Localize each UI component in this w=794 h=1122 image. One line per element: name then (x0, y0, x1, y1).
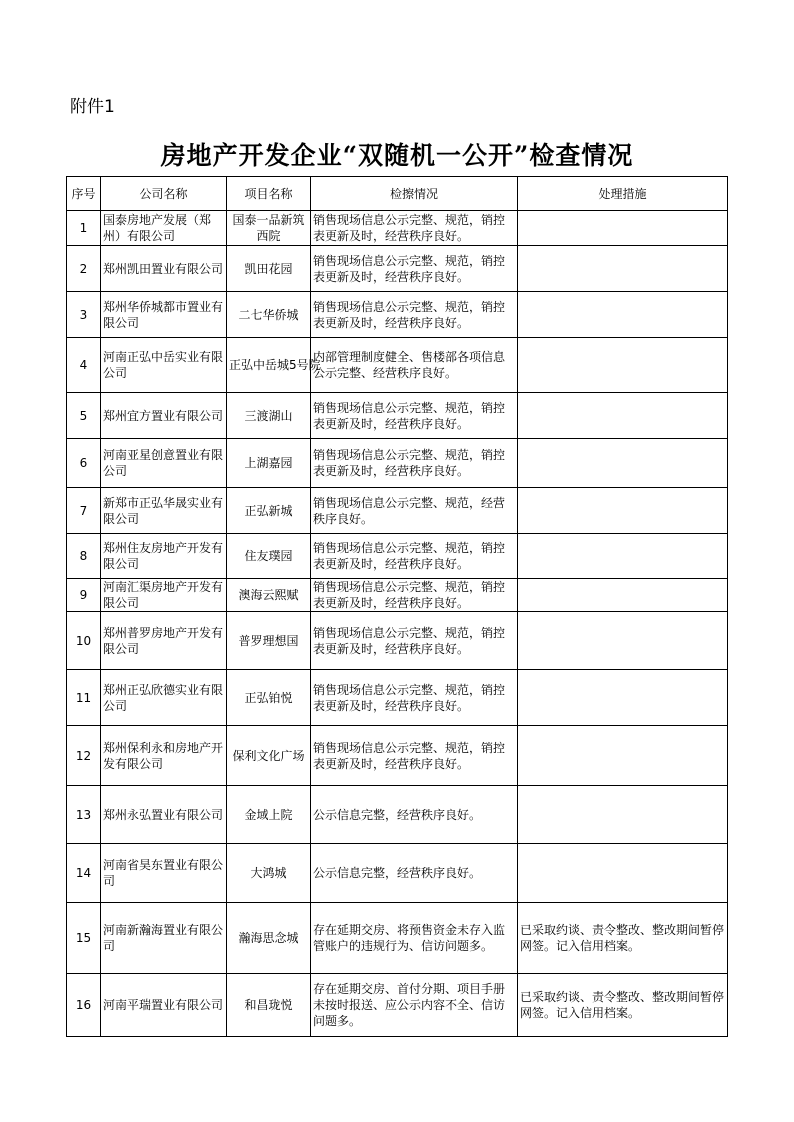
table-header-row (67, 177, 728, 211)
check-result-text: 内部管理制度健全、售楼部各项信息公示完整、经营秩序良好。 (313, 350, 506, 380)
measure: 已采取约谈、责令整改、整改期间暂停网签。记入信用档案。 (518, 974, 728, 1037)
check-result (311, 579, 518, 612)
row-number: 16 (67, 974, 101, 1037)
measure (518, 726, 728, 786)
project-name: 大鸿城 (227, 844, 311, 903)
table-row (67, 338, 728, 393)
check-result-text: 销售现场信息公示完整、规范，销控表更新及时，经营秩序良好。 (313, 682, 506, 713)
company-name (101, 393, 227, 439)
company-name (101, 612, 227, 670)
company-name (101, 488, 227, 534)
company-name-text: 河南平瑞置业有限公司 (103, 998, 224, 1012)
measure (518, 393, 728, 439)
project-name: 二七华侨城 (227, 292, 311, 338)
company-name (101, 579, 227, 612)
company-name (101, 726, 227, 786)
check-result (311, 211, 518, 246)
project-name: 正弘铂悦 (227, 670, 311, 726)
check-result (311, 844, 518, 903)
table-row (67, 670, 728, 726)
check-result (311, 726, 518, 786)
page-title: 房地产开发企业“双随机一公开”检查情况 (160, 141, 634, 170)
measure (518, 439, 728, 488)
project-name: 凯田花园 (227, 246, 311, 292)
project-name: 三渡湖山 (227, 393, 311, 439)
row-number: 15 (67, 903, 101, 974)
check-result (311, 246, 518, 292)
check-result (311, 439, 518, 488)
check-result-text: 存在延期交房、将预售资金未存入监管账户的违规行为、信访问题多。 (313, 923, 506, 953)
measure (518, 338, 728, 393)
check-result-text: 销售现场信息公示完整、规范，销控表更新及时，经营秩序良好。 (313, 213, 506, 243)
check-result-text: 销售现场信息公示完整、规范，销控表更新及时，经营秩序良好。 (313, 299, 506, 330)
company-name-text: 河南亚星创意置业有限公司 (103, 448, 224, 478)
table-row (67, 246, 728, 292)
company-name-text: 河南新瀚海置业有限公司 (103, 923, 224, 953)
table-row (67, 534, 728, 579)
check-result (311, 612, 518, 670)
check-result-text: 销售现场信息公示完整、规范，销控表更新及时，经营秩序良好。 (313, 400, 506, 431)
table-row (67, 612, 728, 670)
table-row (67, 844, 728, 903)
project-name: 金域上院 (227, 786, 311, 844)
check-result (311, 786, 518, 844)
check-result-text: 销售现场信息公示完整、规范，销控表更新及时，经营秩序良好。 (313, 253, 506, 284)
check-result-text: 销售现场信息公示完整、规范，销控表更新及时，经营秩序良好。 (313, 448, 506, 478)
company-name-text: 郑州宜方置业有限公司 (103, 408, 224, 423)
project-name: 普罗理想国 (227, 612, 311, 670)
company-name (101, 292, 227, 338)
inspection-table (66, 176, 728, 1037)
project-name: 正弘新城 (227, 488, 311, 534)
project-name: 和昌珑悦 (227, 974, 311, 1037)
company-name-text: 河南正弘中岳实业有限公司 (103, 350, 224, 380)
company-name-text: 河南汇渠房地产开发有限公司 (103, 580, 224, 610)
check-result (311, 670, 518, 726)
measure (518, 488, 728, 534)
header-measure: 处理措施 (518, 177, 728, 211)
project-name: 国泰一品新筑西院 (227, 211, 311, 246)
check-result-text: 存在延期交房、首付分期、项目手册未按时报送、应公示内容不全、信访问题多。 (313, 982, 506, 1028)
company-name-text: 郑州正弘欣德实业有限公司 (103, 682, 224, 713)
table-row (67, 903, 728, 974)
company-name (101, 903, 227, 974)
table-row (67, 211, 728, 246)
check-result-text: 公示信息完整，经营秩序良好。 (313, 866, 482, 880)
check-result (311, 488, 518, 534)
company-name-text: 河南省昊东置业有限公司 (103, 858, 224, 888)
row-number: 9 (67, 579, 101, 612)
row-number: 1 (67, 211, 101, 246)
row-number: 10 (67, 612, 101, 670)
company-name (101, 338, 227, 393)
company-name-text: 郑州凯田置业有限公司 (103, 261, 224, 276)
row-number: 12 (67, 726, 101, 786)
table-row (67, 974, 728, 1037)
check-result-text: 销售现场信息公示完整、规范，销控表更新及时，经营秩序良好。 (313, 580, 506, 610)
table-row (67, 786, 728, 844)
company-name (101, 844, 227, 903)
company-name-text: 郑州华侨城都市置业有限公司 (103, 299, 224, 330)
measure (518, 211, 728, 246)
company-name-text: 郑州保利永和房地产开发有限公司 (103, 740, 224, 771)
check-result-text: 公示信息完整，经营秩序良好。 (313, 807, 482, 822)
table-row (67, 488, 728, 534)
row-number: 5 (67, 393, 101, 439)
company-name-text: 新郑市正弘华晟实业有限公司 (103, 495, 224, 526)
row-number: 8 (67, 534, 101, 579)
company-name-text: 郑州住友房地产开发有限公司 (103, 541, 224, 571)
company-name (101, 439, 227, 488)
table-row (67, 726, 728, 786)
check-result (311, 292, 518, 338)
attachment-label: 附件1 (70, 97, 115, 117)
project-name: 住友璞园 (227, 534, 311, 579)
table-row (67, 579, 728, 612)
measure (518, 246, 728, 292)
header-company: 公司名称 (101, 177, 227, 211)
header-no: 序号 (67, 177, 101, 211)
project-name: 上湖嘉园 (227, 439, 311, 488)
measure (518, 670, 728, 726)
measure (518, 579, 728, 612)
check-result-text: 销售现场信息公示完整、规范，销控表更新及时，经营秩序良好。 (313, 541, 506, 571)
table-row (67, 292, 728, 338)
row-number: 4 (67, 338, 101, 393)
project-name: 澳海云熙赋 (227, 579, 311, 612)
project-name: 保利文化广场 (227, 726, 311, 786)
measure (518, 534, 728, 579)
row-number: 2 (67, 246, 101, 292)
row-number: 13 (67, 786, 101, 844)
measure: 已采取约谈、责令整改、整改期间暂停网签。记入信用档案。 (518, 903, 728, 974)
check-result (311, 393, 518, 439)
header-check: 检擦情况 (311, 177, 518, 211)
measure (518, 786, 728, 844)
header-project: 项目名称 (227, 177, 311, 211)
row-number: 6 (67, 439, 101, 488)
company-name (101, 534, 227, 579)
check-result (311, 534, 518, 579)
project-name: 正弘中岳城5号院 (227, 338, 311, 393)
check-result-text: 销售现场信息公示完整、规范，销控表更新及时，经营秩序良好。 (313, 740, 506, 771)
check-result (311, 338, 518, 393)
measure (518, 612, 728, 670)
measure (518, 844, 728, 903)
row-number: 14 (67, 844, 101, 903)
company-name-text: 国泰房地产发展（郑州）有限公司 (103, 213, 212, 243)
measure (518, 292, 728, 338)
table-row (67, 439, 728, 488)
check-result-text: 销售现场信息公示完整、规范，经营秩序良好。 (313, 495, 506, 526)
table-row (67, 393, 728, 439)
company-name (101, 670, 227, 726)
check-result (311, 903, 518, 974)
project-name: 瀚海思念城 (227, 903, 311, 974)
company-name (101, 246, 227, 292)
company-name (101, 786, 227, 844)
check-result (311, 974, 518, 1037)
company-name (101, 974, 227, 1037)
check-result-text: 销售现场信息公示完整、规范，销控表更新及时，经营秩序良好。 (313, 625, 506, 656)
company-name (101, 211, 227, 246)
row-number: 11 (67, 670, 101, 726)
row-number: 7 (67, 488, 101, 534)
company-name-text: 郑州普罗房地产开发有限公司 (103, 625, 224, 656)
row-number: 3 (67, 292, 101, 338)
company-name-text: 郑州永弘置业有限公司 (103, 807, 224, 822)
